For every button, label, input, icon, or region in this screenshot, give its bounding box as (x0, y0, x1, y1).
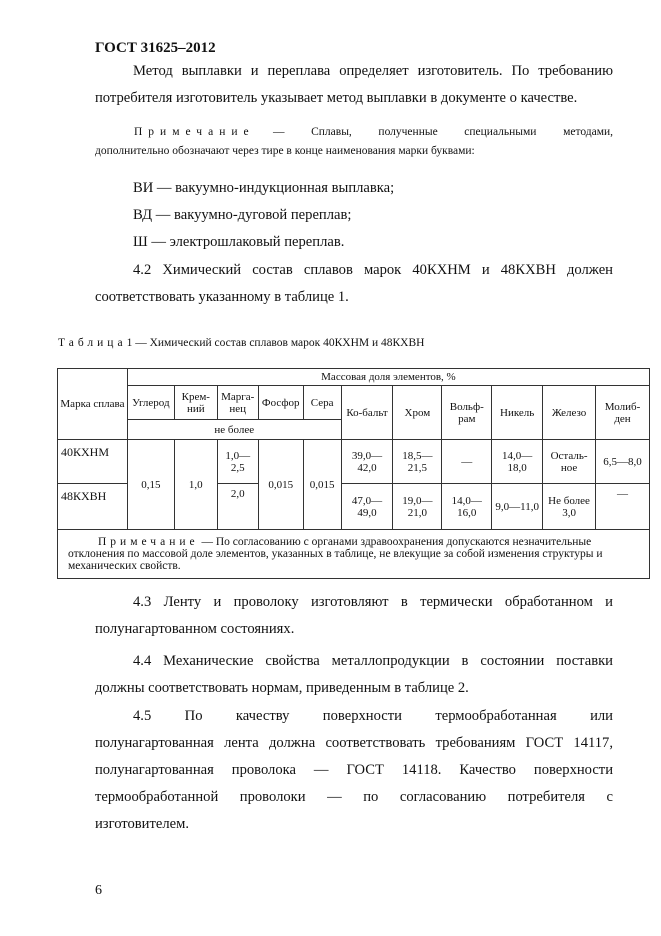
p45-line-4: термообработанной проволоки — по согласованию потребителя с (95, 789, 613, 805)
cell-tungsten: 14,0—16,0 (442, 484, 492, 530)
p45-line-5: изготовителем. (95, 816, 189, 832)
cell-molybdenum: 6,5—8,0 (596, 440, 650, 484)
cell-iron: Не более 3,0 (543, 484, 596, 530)
intro-paragraph (95, 58, 613, 112)
row-mark: 40КХНМ (58, 440, 128, 484)
note-line-1 (95, 123, 613, 141)
page-number: 6 (95, 883, 102, 898)
cell-chromium: 18,5—21,5 (393, 440, 442, 484)
mark-header: Марка сплава (58, 369, 128, 440)
table-note-keyword: Примечание (98, 536, 199, 548)
paragraph-4-5 (95, 703, 613, 838)
p45-line-1: 4.5 По качеству поверхности термообработанная или (133, 708, 613, 724)
p43-line-1: 4.3 Ленту и проволоку изготовляют в термически обработанном и (133, 594, 613, 610)
col-tungsten: Вольф-рам (442, 386, 492, 440)
method-item-vd: ВД — вакуумно-дуговой переплав; (133, 207, 352, 223)
methods-list (133, 175, 394, 256)
method-item-vi: ВИ — вакуумно-индукционная выплавка; (133, 180, 395, 196)
table-caption-label: Таблица (58, 337, 127, 349)
cell-cobalt: 47,0—49,0 (341, 484, 393, 530)
col-nickel: Никель (492, 386, 543, 440)
table-caption (58, 337, 424, 349)
p45-line-2: полунагартованная лента должна соответствовать требованиям ГОСТ 14117, (95, 735, 613, 751)
col-phosphorus: Фосфор (258, 386, 303, 420)
paragraph-4-2 (95, 257, 613, 311)
cell-iron: Осталь-ное (543, 440, 596, 484)
cell-manganese: 2,0 (217, 484, 258, 530)
col-chromium: Хром (393, 386, 442, 440)
p44-line-1: 4.4 Механические свойства металлопродукции в состоянии поставки (133, 653, 613, 669)
table-note (58, 530, 650, 579)
cell-nickel: 9,0—11,0 (492, 484, 543, 530)
p45-line-3: полунагартованная проволока — ГОСТ 14118. Качество поверхности (95, 762, 613, 778)
cell-silicon: 1,0 (174, 440, 217, 530)
cell-cobalt: 39,0—42,0 (341, 440, 393, 484)
cell-molybdenum: — (596, 484, 650, 530)
p42-line-2: соответствовать указанному в таблице 1. (95, 289, 349, 305)
cell-chromium: 19,0—21,0 (393, 484, 442, 530)
cell-nickel: 14,0—18,0 (492, 440, 543, 484)
note-line-1-text: — Сплавы, полученные специальными методами, (273, 126, 613, 138)
col-silicon: Крем-ний (174, 386, 217, 420)
intro-line-2: потребителя изготовитель указывает метод выплавки в документе о качестве. (95, 90, 578, 106)
col-manganese: Марга-нец (217, 386, 258, 420)
col-carbon: Углерод (127, 386, 174, 420)
cell-manganese: 1,0—2,5 (217, 440, 258, 484)
note-paragraph (95, 123, 613, 161)
cell-tungsten: — (442, 440, 492, 484)
table-note-row (58, 530, 650, 579)
method-item-sh: Ш — электрошлаковый переплав. (133, 234, 345, 250)
col-sulfur: Сера (303, 386, 341, 420)
intro-line-1: Метод выплавки и переплава определяет изготовитель. По требованию (133, 63, 613, 79)
note-line-2: дополнительно обозначают через тире в конце наименования марки буквами: (95, 145, 475, 157)
table-note-text: — По согласованию с органами здравоохранения допускаются незначительные отклонения по массовой доле элементов, указанных в таблице, не влекущие за собой изменения структуры и механических свойств. (68, 536, 603, 572)
not-more-header: не более (127, 420, 341, 440)
table-caption-text: 1 — Химический состав сплавов марок 40КХНМ и 48КХВН (126, 337, 425, 349)
col-cobalt: Ко-бальт (341, 386, 393, 440)
table-header-row-2 (58, 386, 650, 420)
note-keyword: Примечание (134, 126, 255, 138)
cell-sulfur: 0,015 (303, 440, 341, 530)
mass-fraction-header: Массовая доля элементов, % (127, 369, 649, 386)
col-molybdenum: Молиб-ден (596, 386, 650, 440)
p44-line-2: должны соответствовать нормам, приведенным в таблице 2. (95, 680, 469, 696)
paragraph-4-4 (95, 648, 613, 702)
chemical-composition-table (57, 368, 650, 579)
row-mark: 48КХВН (58, 484, 128, 530)
paragraph-4-3 (95, 589, 613, 643)
col-iron: Железо (543, 386, 596, 440)
cell-phosphorus: 0,015 (258, 440, 303, 530)
p43-line-2: полунагартованном состояниях. (95, 621, 295, 637)
document-code: ГОСТ 31625–2012 (95, 40, 216, 56)
p42-line-1: 4.2 Химический состав сплавов марок 40КХНМ и 48КХВН должен (133, 262, 613, 278)
table-row-40kxnm (58, 440, 650, 484)
table-header-row-1 (58, 369, 650, 386)
cell-carbon: 0,15 (127, 440, 174, 530)
